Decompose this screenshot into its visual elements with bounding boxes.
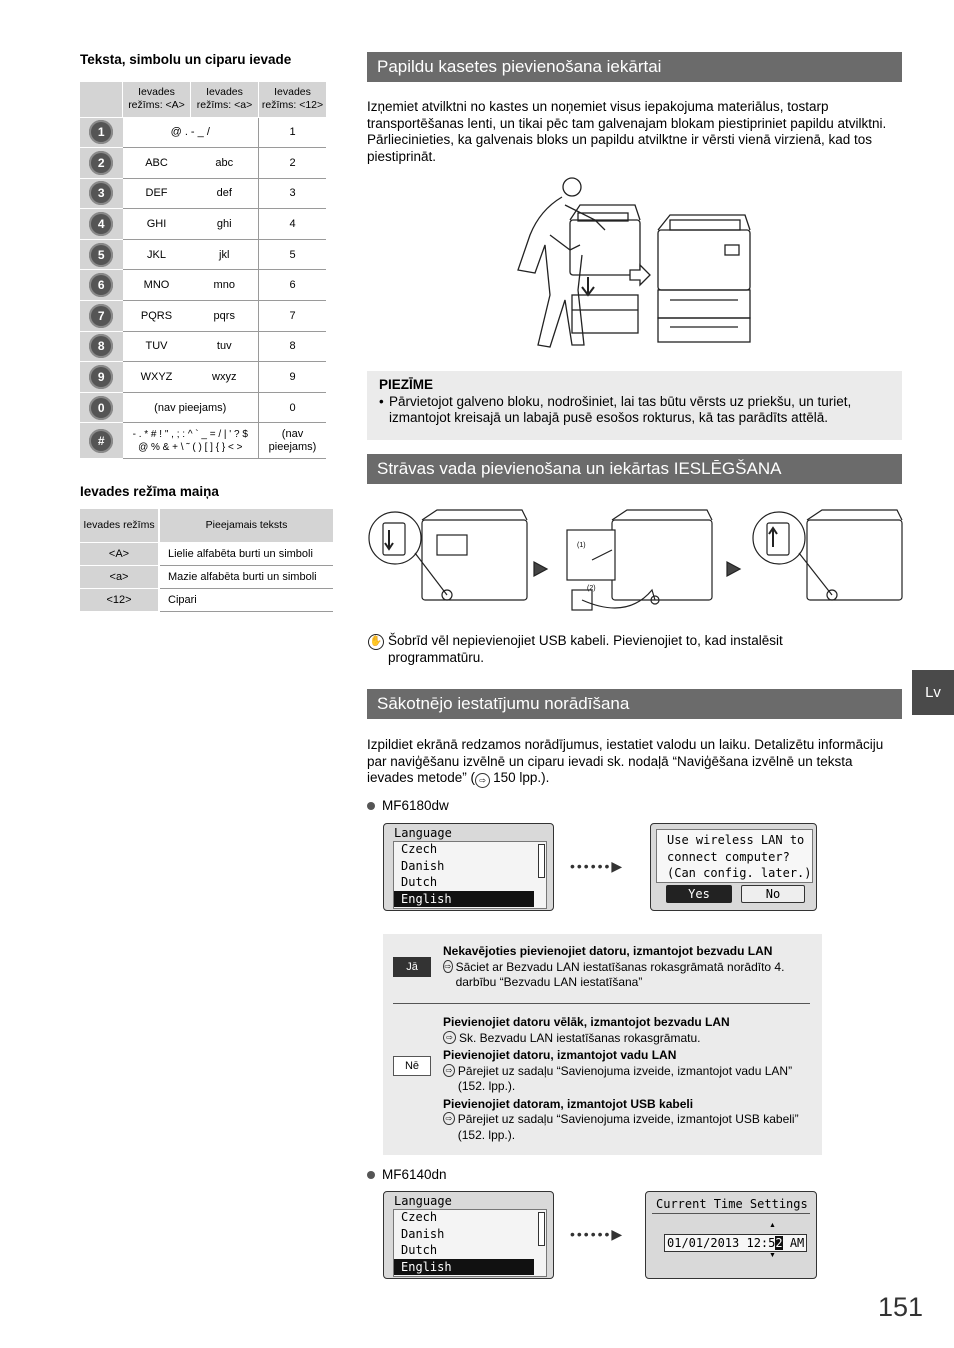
table-row: 0 (nav pieejams) 0 xyxy=(80,392,326,423)
language-option[interactable]: Czech xyxy=(401,1210,438,1224)
page-ref-icon: ⇨ xyxy=(443,1031,456,1044)
key-4-icon: 4 xyxy=(89,212,113,236)
page-ref-icon: ⇨ xyxy=(444,961,452,971)
key-9-icon: 9 xyxy=(89,365,113,389)
no-button[interactable]: No xyxy=(741,885,805,903)
key-3-icon: 3 xyxy=(89,181,113,205)
key-8-icon: 8 xyxy=(89,334,113,358)
table-row: 1 @ . - _ / 1 xyxy=(80,117,326,148)
page-ref-icon: ⇨ xyxy=(475,773,490,788)
arrow-down-icon: ▼ xyxy=(769,1252,776,1259)
table-row: 4 GHI ghi 4 xyxy=(80,209,326,240)
table-row: 7 PQRS pqrs 7 xyxy=(80,301,326,332)
header-mode-12: Ievades režīms: <12> xyxy=(259,82,327,117)
cassette-instructions: Izņemiet atvilktni no kastes un noņemiet visus iepakojuma materiālus, tostarp transportēšanas lenti, un tikai pēc tam galvenajam blokam piestipriniet papildu atvilktni. Pārliecinieties, ka galvenais bloks un papildu atvilktne ir vērsti vienā virzienā, kad tos piestiprināt. xyxy=(367,99,887,164)
language-list[interactable] xyxy=(394,1209,534,1275)
no-label: Nē xyxy=(393,1056,431,1076)
language-option[interactable]: Dutch xyxy=(401,875,438,889)
lcd-language-header: Language xyxy=(394,1194,452,1208)
divider xyxy=(393,1003,810,1004)
keypad-table-title: Teksta, simbolu un ciparu ievade xyxy=(80,52,292,67)
lcd-language-screen xyxy=(383,823,554,911)
warning-hand-icon: ✋ xyxy=(368,634,384,650)
note-box xyxy=(367,371,902,440)
yes-option-title: Nekavējoties pievienojiet datoru, izmantojot bezvadu LAN xyxy=(443,944,773,958)
keypad-input-table xyxy=(80,82,326,459)
key-7-icon: 7 xyxy=(89,304,113,328)
language-option[interactable]: Dutch xyxy=(401,1243,438,1257)
mode-change-table xyxy=(80,509,333,612)
key-0-icon: 0 xyxy=(89,396,113,420)
cassette-illustration xyxy=(510,175,770,355)
yes-label: Jā xyxy=(393,957,431,977)
wireless-prompt: Use wireless LAN to connect computer? (Can config. later.) xyxy=(667,833,812,880)
key-hash-icon: # xyxy=(89,429,113,453)
section-title-cassette: Papildu kasetes pievienošana iekārtai xyxy=(367,52,902,82)
section-title-initial-settings: Sākotnējo iestatījumu norādīšana xyxy=(367,689,902,719)
no-option-wireless-later-title: Pievienojiet datoru vēlāk, izmantojot bezvadu LAN xyxy=(443,1015,730,1029)
no-option-usb-title: Pievienojiet datoram, izmantojot USB kabeli xyxy=(443,1096,694,1111)
section-title-power: Strāvas vada pievienošana un iekārtas IESLĒGŠANA xyxy=(367,454,902,484)
time-settings-header: Current Time Settings xyxy=(656,1197,808,1211)
language-tab: Lv xyxy=(912,670,954,715)
callout-2: (2) xyxy=(587,585,596,592)
language-list[interactable] xyxy=(394,841,534,907)
scrollbar[interactable] xyxy=(538,1212,545,1246)
table-row: 3 DEF def 3 xyxy=(80,178,326,209)
connection-options-box: Jā Nekavējoties pievienojiet datoru, izmantojot bezvadu LAN ⇨ Sāciet ar Bezvadu LAN iestatīšanas rokasgrāmatā norādīto 4. darbību “Bezvadu LAN iestatīšana” Nē Pievienojiet datoru vēlāk, izmantojot bezvadu LAN ⇨ Sk. Bezvadu LAN iestatīšanas rokasgrāmatu. Pievienojiet datoru, izmantojot vadu LAN ⇨ Pārejiet uz sadaļu “Savienojuma izveide, izmantojot vadu LAN” (152. lpp.). Pievienojiet datoram, izmantojot USB kabeli ⇨ Pārejiet uz sadaļu “Savienojuma izveide, izmantojot USB kabeli” (152. lpp.). xyxy=(383,934,822,1155)
page-ref-icon: ⇨ xyxy=(443,1064,455,1077)
language-option-selected[interactable]: English xyxy=(394,1259,534,1276)
table-row: <a> Mazie alfabēta burti un simboli xyxy=(80,566,333,589)
table-row: <A> Lielie alfabēta burti un simboli xyxy=(80,543,333,566)
lcd-time-screen xyxy=(645,1191,817,1279)
bullet-icon xyxy=(367,802,375,810)
bullet-icon: • xyxy=(379,393,384,409)
table-row: <12> Cipari xyxy=(80,589,333,612)
mode-header-text: Pieejamais teksts xyxy=(159,509,333,543)
model-label-mf6140dn: MF6140dn xyxy=(367,1167,447,1182)
key-2-icon: 2 xyxy=(89,151,113,175)
note-title: PIEZĪME xyxy=(379,377,434,392)
table-row: 5 JKL jkl 5 xyxy=(80,239,326,270)
table-row: 9 WXYZ wxyz 9 xyxy=(80,362,326,393)
usb-warning-text: Šobrīd vēl nepievienojiet USB kabeli. Pievienojiet to, kad instalēsit programmatūru. xyxy=(388,633,783,665)
cursor: 2 xyxy=(775,1236,783,1250)
yes-button[interactable]: Yes xyxy=(666,885,732,903)
bullet-icon xyxy=(367,1171,375,1179)
arrow-up-icon: ▲ xyxy=(769,1222,776,1229)
page-number: 151 xyxy=(878,1292,924,1322)
table-row: 2 ABC abc 2 xyxy=(80,148,326,179)
language-option[interactable]: Czech xyxy=(401,842,438,856)
model-label-mf6180dw: MF6180dw xyxy=(367,798,449,813)
arrow-dots-icon: ••••••▶ xyxy=(570,1226,625,1242)
header-mode-a: Ievades režīms: <a> xyxy=(191,82,259,117)
key-1-icon: 1 xyxy=(89,120,113,144)
page-ref-icon: ⇨ xyxy=(443,1112,455,1125)
initial-settings-text: Izpildiet ekrānā redzamos norādījumus, iestatiet valodu un laiku. Detalizētu informāciju par naviģēšanu izvēlnē un ciparu ievadi sk. nodaļā “Naviģēšana izvēlnē un teksta ievades metode” ( ⇨ 150 lpp.). xyxy=(367,737,902,788)
table-row: # - . * # ! " , ; : ^ ` _ = / | ' ? $ @ % & + \ ˜ ( ) [ ] { } < > (nav pieejams) xyxy=(80,423,326,459)
yes-option-text: Sāciet ar Bezvadu LAN iestatīšanas rokasgrāmatā norādīto 4. darbību “Bezvadu LAN iestatīšana” xyxy=(455,959,785,989)
key-6-icon: 6 xyxy=(89,273,113,297)
lcd-language-screen xyxy=(383,1191,554,1279)
language-option[interactable]: Danish xyxy=(401,858,445,873)
scrollbar[interactable] xyxy=(538,844,545,878)
table-row: 6 MNO mno 6 xyxy=(80,270,326,301)
table-row: 8 TUV tuv 8 xyxy=(80,331,326,362)
callout-1: (1) xyxy=(577,542,586,549)
header-mode-A: Ievades režīms: <A> xyxy=(123,82,191,117)
lcd-wireless-screen xyxy=(650,823,817,911)
language-option[interactable]: Danish xyxy=(401,1226,445,1241)
lcd-language-header: Language xyxy=(394,826,452,840)
power-cord-illustration xyxy=(367,505,907,615)
mode-header-mode: Ievades režīms xyxy=(80,509,159,543)
mode-change-title: Ievades režīma maiņa xyxy=(80,484,219,499)
time-value-field[interactable]: 01/01/2013 12:52 AM xyxy=(664,1234,807,1252)
arrow-dots-icon: ••••••▶ xyxy=(570,858,625,874)
key-5-icon: 5 xyxy=(89,243,113,267)
no-option-wired-title: Pievienojiet datoru, izmantojot vadu LAN xyxy=(443,1048,677,1062)
language-option-selected[interactable]: English xyxy=(394,891,534,908)
note-text: Pārvietojot galveno bloku, nodrošiniet, lai tas būtu vērsts uz priekšu, un turiet, izmantojot kreisajā un labajā pusē esošos rokturus, kā tas parādīts attēlā. xyxy=(388,393,852,425)
